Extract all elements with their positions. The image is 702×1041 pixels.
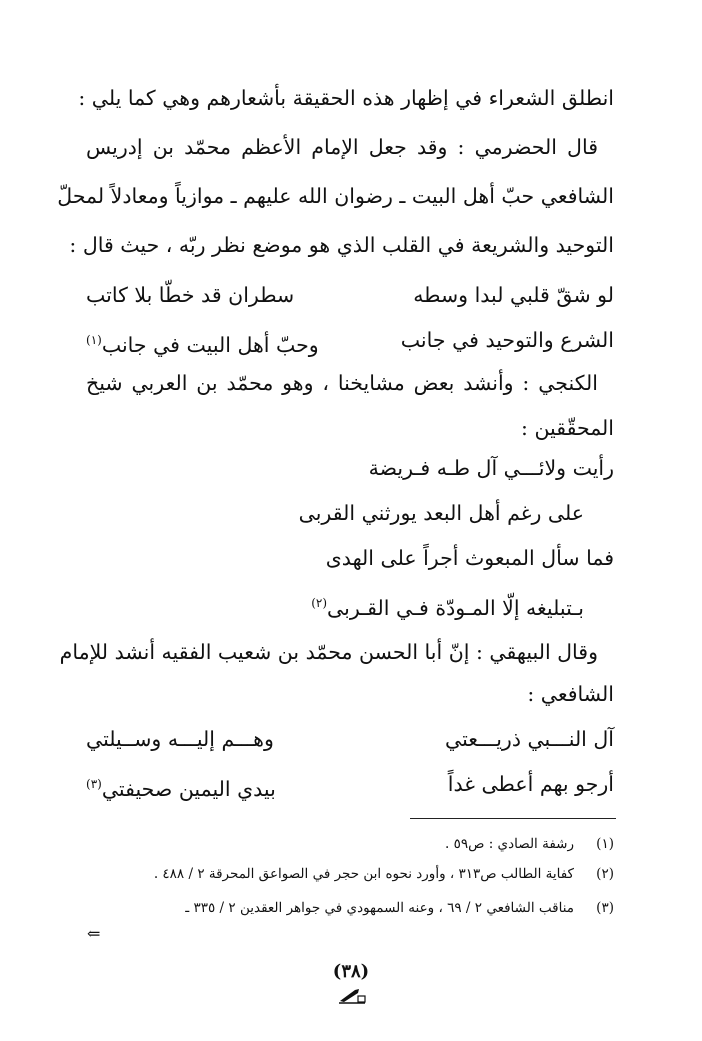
footnote-3 [86, 896, 614, 920]
hemistich-right: أرجو بهم أعطى غداً [447, 772, 614, 796]
hadrami-line-1: قال الحضرمي : وقد جعل الإمام الأعظم محمّد بن إدريس [86, 135, 598, 159]
hemistich-left: وهـــم إليـــه وســيلتي [86, 727, 274, 751]
poem2-line-1: رأيت ولائـــي آل طـه فـريضة [368, 456, 614, 480]
footnote-marker-1: (١) [86, 333, 102, 347]
poem2-line-3: فما سأل المبعوث أجراً على الهدى [325, 546, 614, 570]
page-number: (٣٨) [332, 961, 370, 982]
bayhaqi-line-1: وقال البيهقي : إنّ أبا الحسن محمّد بن شعيب الفقيه أنشد للإمام [59, 640, 598, 664]
footnote-text: رشفة الصادي : ص٥٩ . [444, 836, 574, 852]
footnote-number: (٣) [596, 900, 614, 916]
quill-pen-icon [337, 986, 367, 1004]
footnote-number: (٢) [596, 866, 614, 882]
hadrami-line-3: التوحيد والشريعة في القلب الذي هو موضع نظر ربّه ، حيث قال : [69, 233, 614, 257]
hemistich-left [86, 764, 276, 809]
footnote-marker-2: (٢) [311, 596, 328, 610]
intro-line: انطلق الشعراء في إظهار هذه الحقيقة بأشعارهم وهي كما يلي : [78, 86, 614, 110]
kanji-line-2: المحقّقين : [521, 416, 614, 440]
poem2-line-2: على رغم أهل البعد يورثني القربى [298, 501, 584, 525]
hemistich-text: وحبّ أهل البيت في جانب [101, 332, 319, 357]
footnote-1 [86, 832, 614, 856]
hemistich-right: آل النـــبي ذريـــعتي [445, 727, 614, 751]
footnote-text: مناقب الشافعي ٢ / ٦٩ ، وعنه السمهودي في جواهر العقدين ٢ / ٣٣٥ ـ [185, 900, 574, 916]
footnote-divider [410, 818, 616, 819]
verse-text: بـتبليغه إلّا المـودّة فـي القـربى [327, 595, 584, 620]
hadrami-line-2: الشافعي حبّ أهل البيت ـ رضوان الله عليهم ـ موازياً ومعادلاً لمحلّ [57, 184, 614, 208]
continuation-arrow-icon: ⇐ [87, 924, 101, 943]
footnote-marker-3: (٣) [86, 777, 102, 791]
poem2-line-4 [56, 583, 584, 628]
hemistich-right: الشرع والتوحيد في جانب [400, 328, 614, 352]
bayhaqi-line-2: الشافعي : [527, 682, 614, 706]
kanji-line-1: الكنجي : وأنشد بعض مشايخنا ، وهو محمّد بن العربي شيخ [86, 371, 598, 395]
hemistich-left [86, 320, 319, 365]
footnote-2 [86, 862, 614, 886]
footnote-text: كفاية الطالب ص٣١٣ ، وأورد نحوه ابن حجر في الصواعق المحرقة ٢ / ٤٨٨ . [153, 866, 574, 882]
hemistich-text: بيدي اليمين صحيفتي [101, 776, 276, 801]
footnote-number: (١) [596, 836, 614, 852]
hemistich-left: سطران قد خطّا بلا كاتب [86, 283, 295, 307]
hemistich-right: لو شقّ قلبي لبدا وسطه [413, 283, 614, 307]
